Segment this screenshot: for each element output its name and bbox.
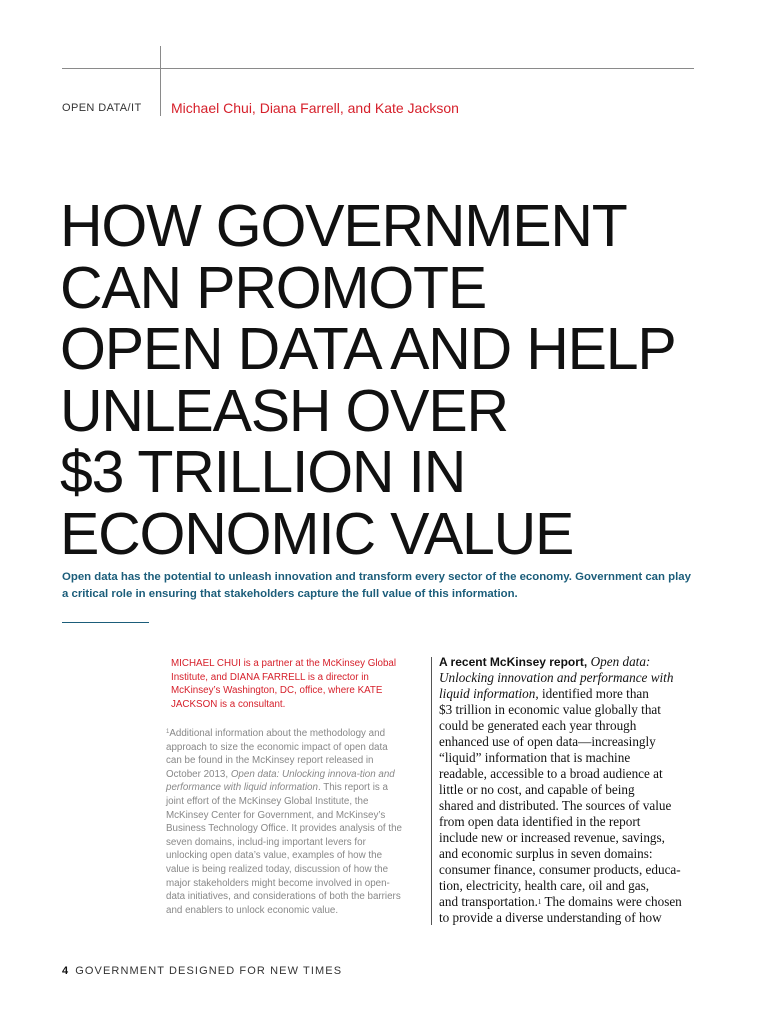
body-column [439, 654, 701, 926]
top-rule [62, 68, 694, 69]
vertical-rule [160, 46, 161, 116]
headline-line: OPEN DATA AND HELP [60, 316, 676, 382]
body-line: little or no cost, and capable of being [439, 782, 635, 797]
body-text: The domains were chosen [541, 894, 682, 909]
body-line: enhanced use of open data—increasingly [439, 734, 656, 749]
body-line: consumer finance, consumer products, educa- [439, 862, 681, 877]
body-line: tion, electricity, health care, oil and gas, [439, 878, 650, 893]
headline-line: CAN PROMOTE [60, 254, 487, 321]
headline-line: HOW GOVERNMENT [60, 193, 627, 259]
body-line: shared and distributed. The sources of value [439, 798, 672, 813]
body-text: , identified more than [535, 686, 649, 701]
body-line [439, 654, 701, 670]
body-line: could be generated each year through [439, 718, 637, 733]
footnote-text-after: . This report is a joint effort of the McKinsey Global Institute, the McKinsey Center for Government, and McKinsey’s Business Technology Office. It provides analysis of the seven domains, includ-ing important levers for unlocking open data’s value, examples of how the value is being realized today, discussion of how the major stakeholders might become involved in open-data initiatives, and considerations of both the barriers and enablers to unlock economic value. [166, 782, 402, 916]
body-line: readable, accessible to a broad audience at [439, 766, 663, 781]
author-bio: MICHAEL CHUI is a partner at the McKinsey Global Institute, and DIANA FARRELL is a director in McKinsey’s Washington, DC, office, where KATE JACKSON is a consultant. [171, 658, 397, 710]
headline-line: ECONOMIC VALUE [60, 500, 574, 567]
dek-summary: Open data has the potential to unleash innovation and transform every sector of the economy. Government can play a critical role in ensuring that stakeholders capture the full value of this information. [62, 571, 691, 600]
body-lead: A recent McKinsey report, [439, 655, 591, 669]
footnote-text-before: Additional information about the methodology and approach to size the economic impact of open data can be found in the McKinsey report released in October 2013, [166, 728, 388, 780]
body-line [439, 670, 701, 686]
footnote-report-title: Open data: Unlocking innova-tion and performance with liquid information [166, 768, 395, 794]
body-line: include new or increased revenue, savings, [439, 830, 665, 845]
body-line: and economic surplus in seven domains: [439, 846, 653, 861]
footnote [166, 727, 402, 917]
body-line: to provide a diverse understanding of how [439, 910, 662, 925]
report-title: Open data: [590, 654, 651, 669]
body-line: $3 trillion in economic value globally that [439, 702, 661, 717]
section-label: OPEN DATA/IT [62, 102, 142, 114]
headline-line: UNLEASH OVER [60, 377, 508, 444]
body-line [439, 686, 701, 702]
page-footer [62, 965, 342, 977]
dek-rule [62, 622, 149, 623]
headline [60, 193, 750, 567]
headline-line: $3 TRILLION IN [60, 439, 466, 505]
body-line [439, 894, 701, 910]
report-title: liquid information [439, 686, 536, 701]
page-number: 4 [62, 965, 70, 977]
body-line: “liquid” information that is machine [439, 750, 631, 765]
author-byline: Michael Chui, Diana Farrell, and Kate Jackson [171, 100, 459, 116]
footnote-marker: 1 [166, 729, 170, 735]
report-title: Unlocking innovation and performance with [439, 670, 674, 685]
footnote-ref: 1 [537, 898, 542, 906]
publication-name: GOVERNMENT DESIGNED FOR NEW TIMES [75, 965, 343, 977]
body-line: from open data identified in the report [439, 814, 641, 829]
body-text: and transportation. [439, 894, 538, 909]
column-rule [431, 657, 432, 925]
